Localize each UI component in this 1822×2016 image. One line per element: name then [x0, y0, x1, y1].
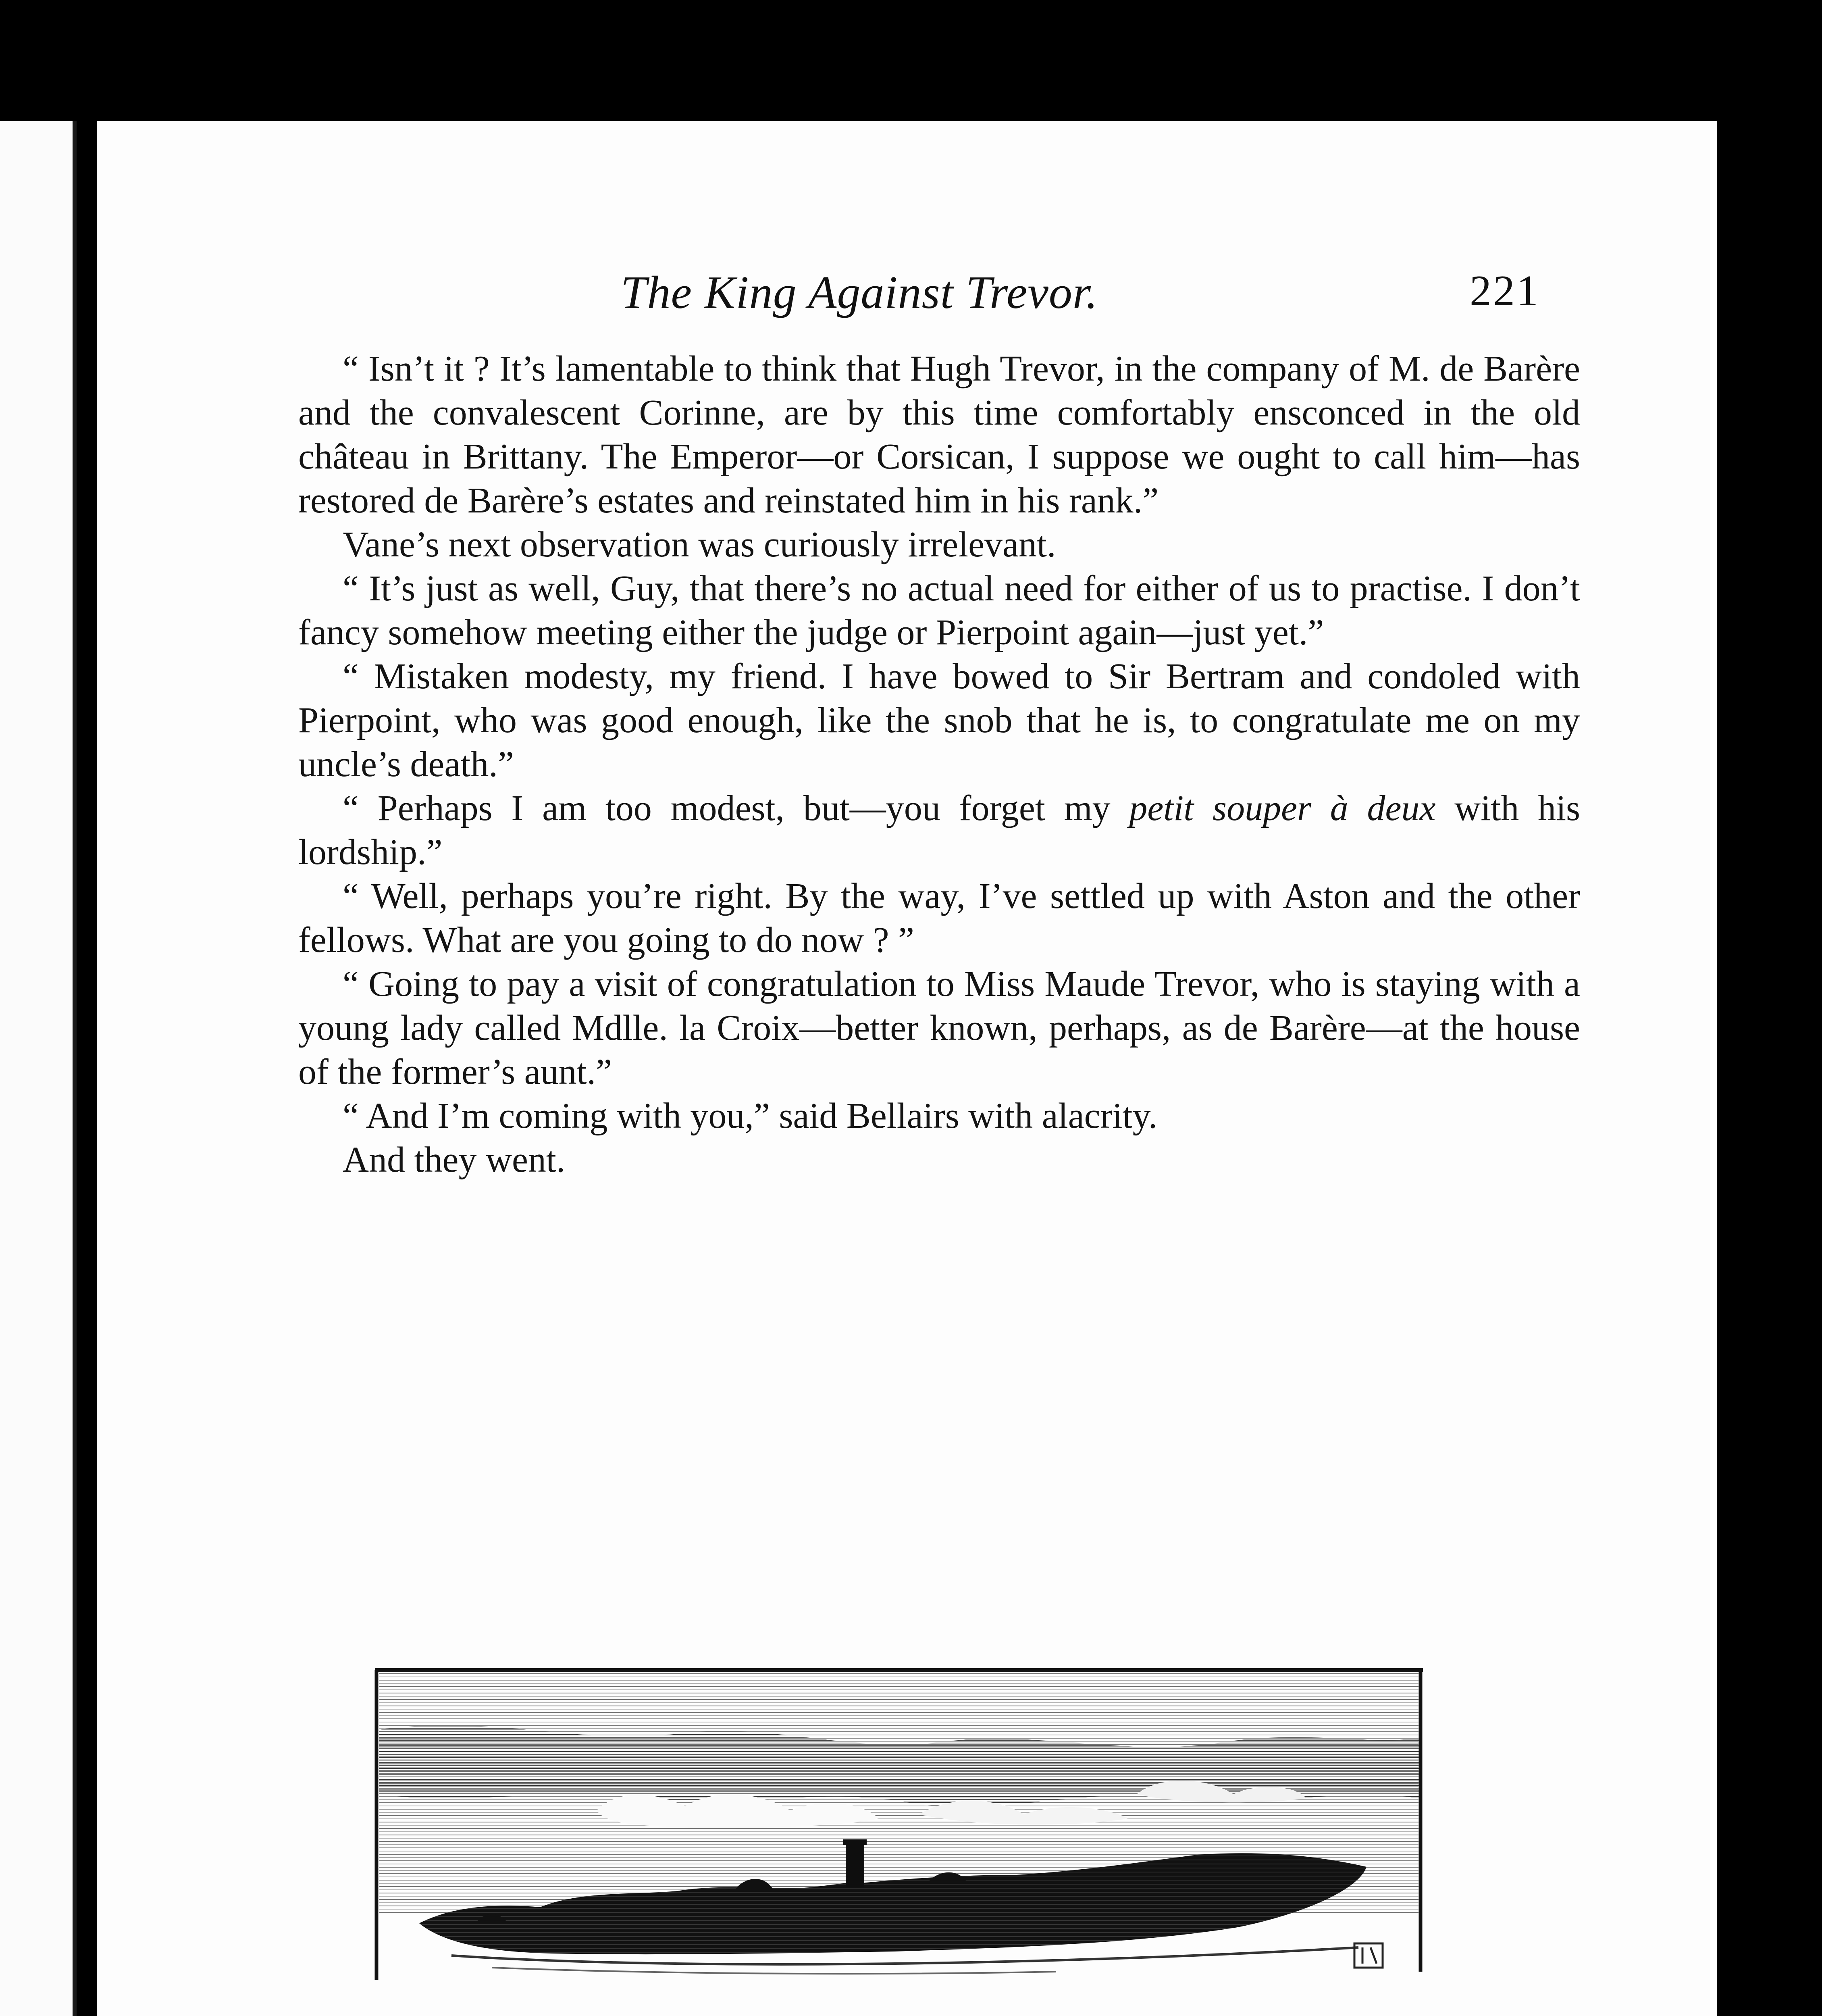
italic-phrase: petit souper à deux: [1129, 788, 1436, 828]
previous-page-edge: [0, 121, 77, 2016]
paragraph: “ Mistaken modesty, my friend. I have bowed to Sir Bertram and condoled with Pierpoint, who was good enough, like the snob that he is, to congratulate me on my uncle’s death.”: [298, 656, 1580, 784]
paragraph: “ It’s just as well, Guy, that there’s no actual need for either of us to practise. I don’t fancy somehow meeting either the judge or Pierpoint again—just yet.”: [298, 569, 1580, 652]
paragraph: “ Going to pay a visit of congratulation to Miss Maude Trevor, who is staying with a young lady called Mdlle. la Croix—better known, perhaps, as de Barère—at the house of the former’s aunt.”: [298, 964, 1580, 1092]
book-page: [97, 121, 1717, 2016]
paragraph: “ Isn’t it ? It’s lamentable to think that Hugh Trevor, in the company of M. de Barère and the convalescent Corinne, are by this time comfortably ensconced in the old château in Brittany. The Emperor—or Corsican, I suppose we ought to call him—has restored de Barère’s estates and reinstated him in his rank.”: [298, 349, 1580, 521]
paragraph: [298, 786, 1580, 874]
paragraph: Vane’s next observation was curiously irrelevant.: [343, 525, 1056, 564]
paragraph: “ And I’m coming with you,” said Bellairs with alacrity.: [343, 1096, 1158, 1136]
body-text: [298, 347, 1580, 1182]
paragraph: And they went.: [343, 1140, 566, 1180]
paragraph: “ Well, perhaps you’re right. By the way, I’ve settled up with Aston and the other fellows. What are you going to do now ? ”: [298, 876, 1580, 960]
paragraph-text: with his lordship.”: [298, 788, 1580, 872]
landscape-engraving: [371, 1665, 1427, 1980]
running-title: The King Against Trevor.: [621, 267, 1098, 319]
page-number: 221: [1470, 267, 1540, 315]
running-head: [97, 266, 1717, 331]
paragraph-text: “ Perhaps I am too modest, but—you forget my: [343, 788, 1129, 828]
